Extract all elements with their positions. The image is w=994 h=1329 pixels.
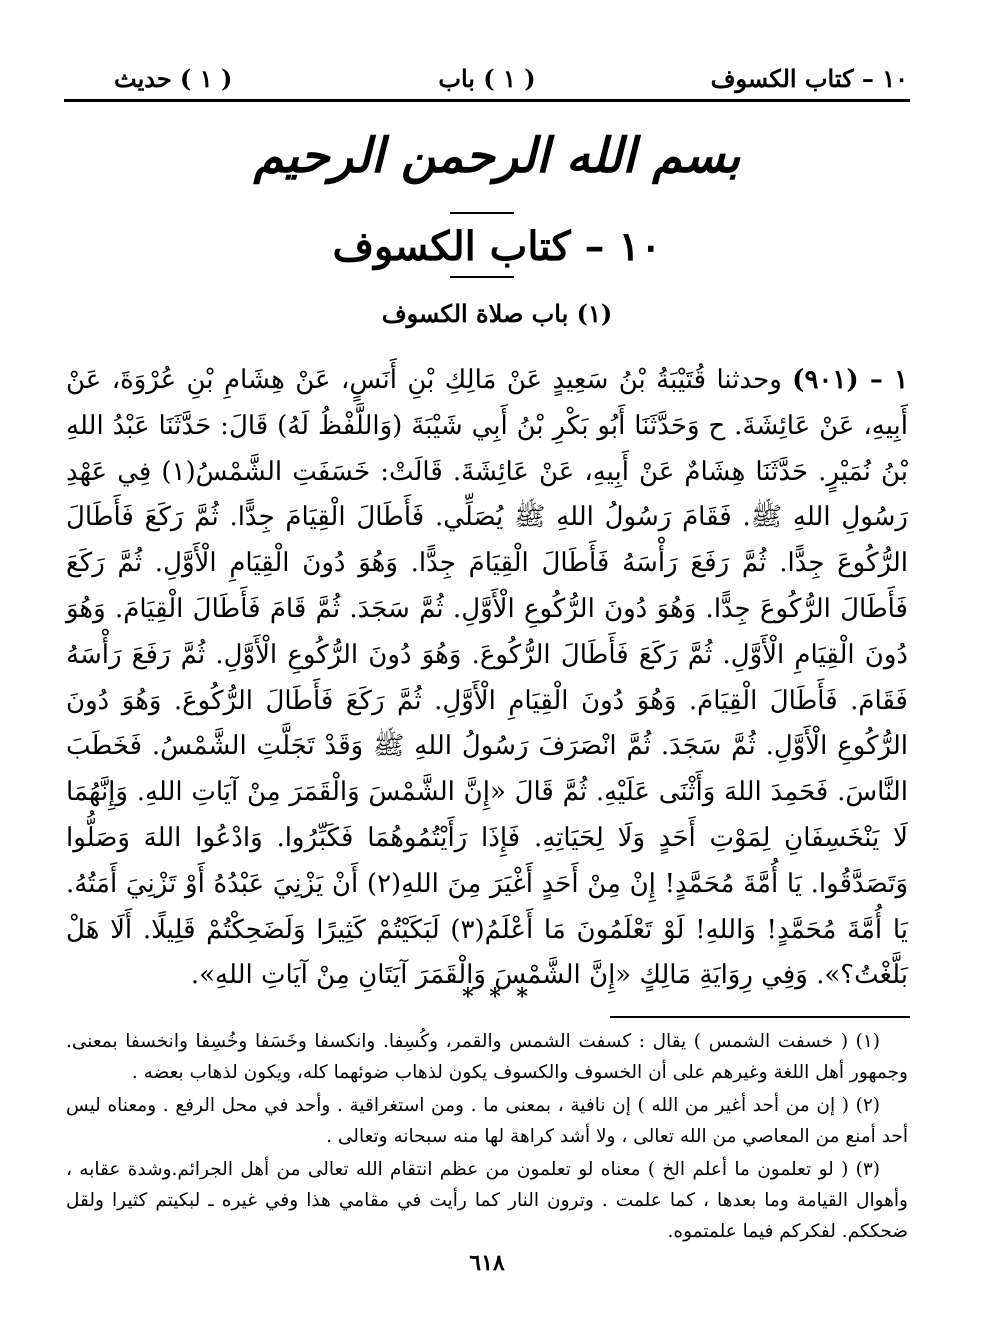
title-divider-top [450,212,514,214]
book-title: ١٠ – كتاب الكسوف [332,223,662,270]
header-book-label: ١٠ – كتاب الكسوف [710,64,908,93]
footnote-2: (٢) ( إن من أحد أغير من الله ) إن نافية ، بمعنى ما . ومن استغراقية . وأحد في محل الرفع . ومعناه ليس أحد أمنع من المعاصي من الله تعالى ، ولا أشد كراهة لها منه سبحانه وتعالى . [66,1095,908,1147]
header-chapter-label: ( ١ ) باب [438,64,536,93]
footnotes-rule [610,1016,910,1018]
chapter-title: (١) باب صلاة الكسوف [381,299,613,328]
footnote-1: (١) ( خسفت الشمس ) يقال : كسفت الشمس والقمر، وكُسِفا. وانكسفا وخَسَفا وخُسِفا وانخسفا بمعنى. وجمهور أهل اللغة وغيرهم على أن الخسوف والكسوف يكون لذهاب ضوئهما كله، ويكون لذهاب بعضه . [66,1031,908,1083]
footnote-3: (٣) ( لو تعلمون ما أعلم الخ ) معناه لو تعلمون من عظم انتقام الله تعالى من أهل الجرائم.وشدة عقابه ، وأهوال القيامة وما بعدها ، كما علمت . وترون النار كما رأيت في مقامي هذا وفي غيره ـ لبكيتم كثيرا ولقل ضحككم. لفكركم فيما علمتموه. [66,1159,908,1242]
header-rule [64,99,910,102]
section-separator: * * * [462,984,532,1010]
footnotes [66,1026,908,1249]
hadith-number: ١ – (٩٠١) [792,365,909,395]
running-header [66,58,908,98]
hadith-body: وحدثنا قُتَيْبَةُ بْنُ سَعِيدٍ عَنْ مَالِكِ بْنِ أَنَسٍ، عَنْ هِشَامِ بْنِ عُرْوَةَ، عَنْ أَبِيهِ، عَنْ عَائِشَةَ. ح وَحَدَّثَنَا أَبُو بَكْرِ بْنُ أَبِي شَيْبَةَ (وَاللَّفْظُ لَهُ) قَالَ: حَدَّثَنَا عَبْدُ اللهِ بْنُ نُمَيْرٍ. حَدَّثَنَا هِشَامٌ عَنْ أَبِيهِ، عَنْ عَائِشَةَ. قَالَتْ: خَسَفَتِ الشَّمْسُ(١) فِي عَهْدِ رَسُولِ اللهِ ﷺ. فَقَامَ رَسُولُ اللهِ ﷺ يُصَلِّي. فَأَطَالَ الْقِيَامَ جِدًّا. ثُمَّ رَكَعَ فَأَطَالَ الرُّكُوعَ جِدًّا. ثُمَّ رَفَعَ رَأْسَهُ فَأَطَالَ الْقِيَامَ جِدًّا. وَهُوَ دُونَ الْقِيَامِ الْأَوَّلِ. ثُمَّ رَكَعَ فَأَطَالَ الرُّكُوعَ جِدًّا. وَهُوَ دُونَ الرُّكُوعِ الْأَوَّلِ. ثُمَّ سَجَدَ. ثُمَّ قَامَ فَأَطَالَ الْقِيَامَ. وَهُوَ دُونَ الْقِيَامِ الْأَوَّلِ. ثُمَّ رَكَعَ فَأَطَالَ الرُّكُوعَ. وَهُوَ دُونَ الرُّكُوعِ الْأَوَّلِ. ثُمَّ رَفَعَ رَأْسَهُ فَقَامَ. فَأَطَالَ الْقِيَامَ. وَهُوَ دُونَ الْقِيَامِ الْأَوَّلِ. ثُمَّ رَكَعَ فَأَطَالَ الرُّكُوعَ. وَهُوَ دُونَ الرُّكُوعِ الْأَوَّلِ. ثُمَّ سَجَدَ. ثُمَّ انْصَرَفَ رَسُولُ اللهِ ﷺ وَقَدْ تَجَلَّتِ الشَّمْسُ. فَخَطَبَ النَّاسَ. فَحَمِدَ اللهَ وَأَثْنَى عَلَيْهِ. ثُمَّ قَالَ «إِنَّ الشَّمْسَ وَالْقَمَرَ مِنْ آيَاتِ اللهِ. وَإِنَّهُمَا لَا يَنْخَسِفَانِ لِمَوْتِ أَحَدٍ وَلَا لِحَيَاتِهِ. فَإِذَا رَأَيْتُمُوهُمَا فَكَبِّرُوا. وَادْعُوا اللهَ وَصَلُّوا وَتَصَدَّقُوا. يَا أُمَّةَ مُحَمَّدٍ! إِنْ مِنْ أَحَدٍ أَغْيَرَ مِنَ اللهِ(٢) أَنْ يَزْنِيَ عَبْدُهُ أَوْ تَزْنِيَ أَمَتُهُ. يَا أُمَّةَ مُحَمَّدٍ! وَاللهِ! لَوْ تَعْلَمُونَ مَا أَعْلَمُ(٣) لَبَكَيْتُمْ كَثِيرًا وَلَضَحِكْتُمْ قَلِيلًا. أَلَا هَلْ بَلَّغْتُ؟». وَفِي رِوَايَةِ مَالِكٍ «إِنَّ الشَّمْسَ وَالْقَمَرَ آيَتَانِ مِنْ آيَاتِ اللهِ». [66,365,909,991]
header-hadith-label: ( ١ ) حديث [114,64,233,93]
page-number: ٦١٨ [469,1250,505,1276]
hadith-text [66,358,908,999]
basmala: بسم الله الرحمن الرحيم [253,128,741,184]
title-divider-bottom [450,276,514,278]
